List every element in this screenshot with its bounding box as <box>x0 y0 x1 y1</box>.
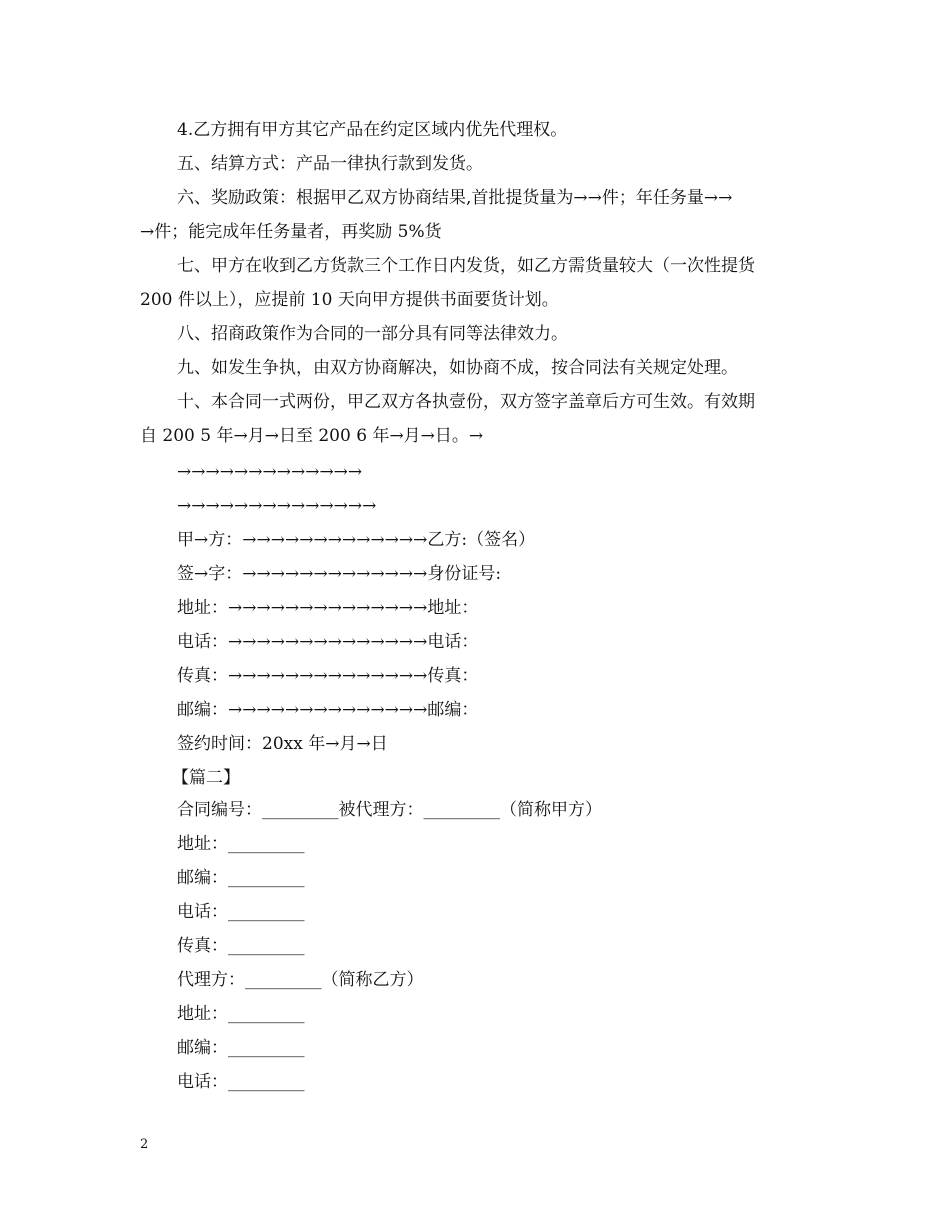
party-b-address-line: 地址：_________ <box>177 1004 305 1024</box>
contract-number-line: 合同编号：_________被代理方：_________（简称甲方） <box>177 800 602 820</box>
fax-line: 传真：→→→→→→→→→→→→→→传真： <box>177 666 479 686</box>
party-a-line: 甲→方：→→→→→→→→→→→→→乙方:（签名） <box>177 530 536 550</box>
party-b-postcode-line: 邮编：_________ <box>177 1038 305 1058</box>
clause-6-line-2: →件；能完成年任务量者，再奖励 5%货 <box>140 222 442 242</box>
clause-7-line-1: 七、甲方在收到乙方货款三个工作日内发货，如乙方需货量较大（一次性提货 <box>177 256 755 276</box>
clause-7-line-2: 200 件以上），应提前 10 天向甲方提供书面要货计划。 <box>140 290 559 310</box>
party-a-fax-line: 传真：_________ <box>177 936 305 956</box>
arrow-line-1: →→→→→→→→→→→→→ <box>177 462 363 482</box>
page-number: 2 <box>140 1137 149 1152</box>
signature-line: 签→字：→→→→→→→→→→→→→身份证号: <box>177 564 502 584</box>
clause-5-line: 五、结算方式：产品一律执行款到发货。 <box>177 154 483 174</box>
clause-8-line: 八、招商政策作为合同的一部分具有同等法律效力。 <box>177 324 568 344</box>
clause-9-line: 九、如发生争执，由双方协商解决，如协商不成，按合同法有关规定处理。 <box>177 358 738 378</box>
clause-10-line-1: 十、本合同一式两份，甲乙双方各执壹份，双方签字盖章后方可生效。有效期 <box>177 392 755 412</box>
clause-10-line-2: 自 200 5 年→月→日至 200 6 年→月→日。→ <box>140 426 484 446</box>
phone-line: 电话：→→→→→→→→→→→→→→电话： <box>177 632 479 652</box>
address-line: 地址：→→→→→→→→→→→→→→地址： <box>177 598 479 618</box>
arrow-line-2: →→→→→→→→→→→→→→ <box>177 496 377 516</box>
section-heading: 【篇二】 <box>172 768 240 788</box>
sign-date-line: 签约时间：20xx 年→月→日 <box>177 734 388 754</box>
agent-line: 代理方：_________（简称乙方） <box>177 970 424 990</box>
party-a-postcode-line: 邮编：_________ <box>177 868 305 888</box>
clause-4-line: 4.乙方拥有甲方其它产品在约定区域内优先代理权。 <box>177 120 568 140</box>
party-a-phone-line: 电话：_________ <box>177 902 305 922</box>
clause-6-line-1: 六、奖励政策：根据甲乙双方协商结果,首批提货量为→→件；年任务量→→ <box>177 188 733 208</box>
party-a-address-line: 地址：_________ <box>177 834 305 854</box>
postcode-line: 邮编：→→→→→→→→→→→→→→邮编： <box>177 700 479 720</box>
party-b-phone-line: 电话：_________ <box>177 1072 305 1092</box>
